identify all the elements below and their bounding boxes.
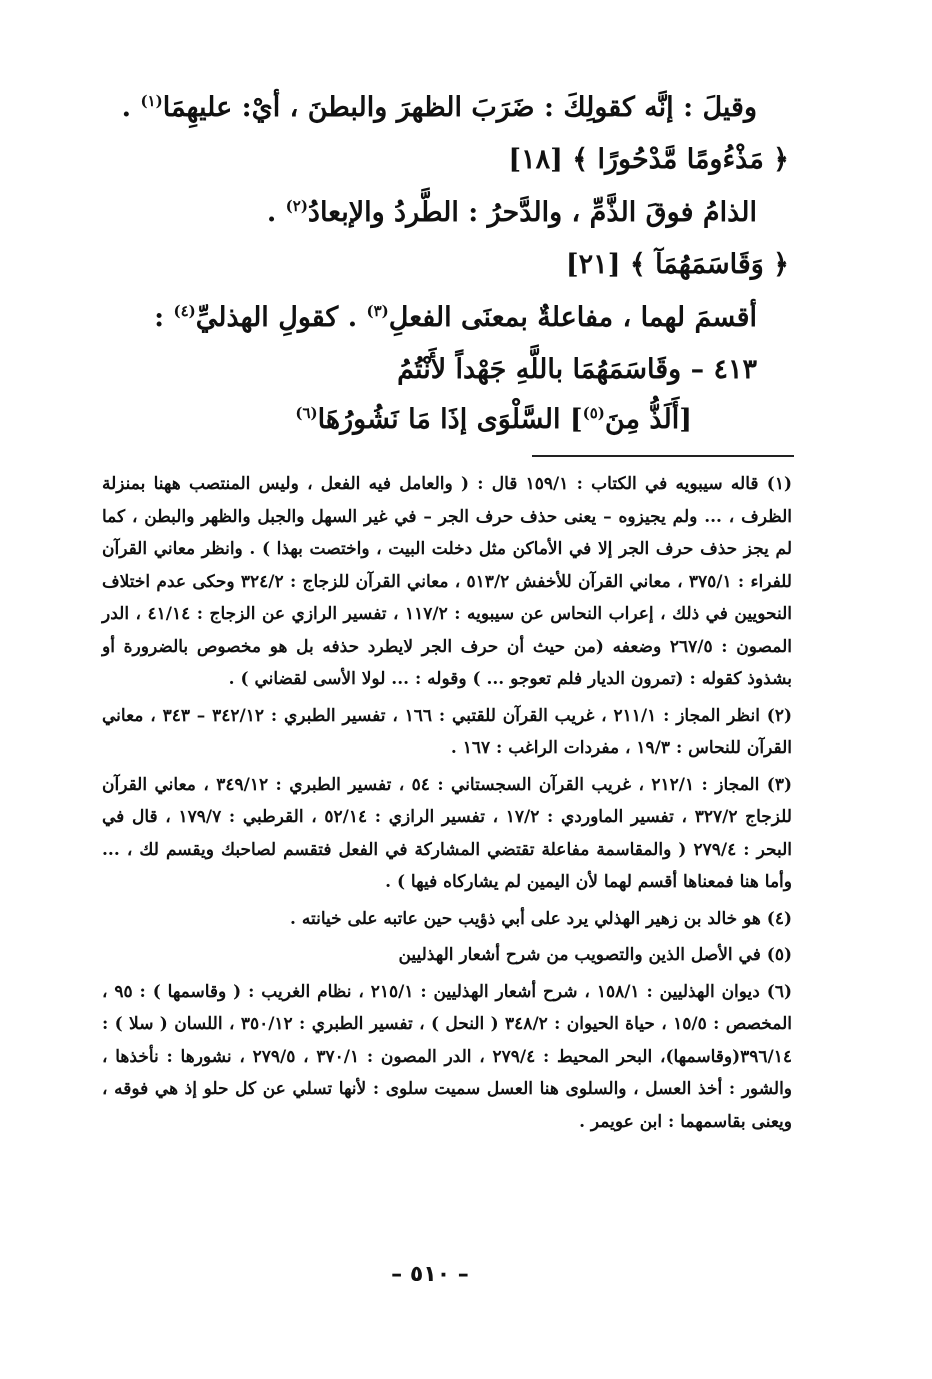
footnote-ref-2: (٢) (285, 196, 308, 215)
footnotes (102, 468, 792, 1142)
footnote-number: (١) (766, 474, 792, 494)
poem-verse-line-1: ٤١٣ – وقَاسَمَهُمَا باللَّهِ جَهْداً لأَنْتُمُ (397, 353, 757, 385)
footnote-4 (102, 903, 792, 936)
footnote-ref-5: (٥) (582, 404, 605, 423)
footnote-number: (٥) (766, 945, 792, 965)
main-line-1 (117, 92, 757, 124)
main-line-2 (117, 197, 757, 229)
footnote-number: (٢) (766, 705, 792, 726)
footnote-ref-6: (٦) (295, 404, 318, 423)
footnote-divider (532, 455, 794, 457)
main-line-3 (117, 302, 757, 334)
footnote-text: انظر المجاز : ٢١١/١ ، غريب القرآن للقتبي : ١٦٦ ، تفسير الطبري : ٣٤٢/١٢ – ٣٤٣ ، معاني القرآن للنحاس : ١٩/٣ ، مفردات الراغب : ١٦٧ . (102, 705, 792, 758)
footnote-1 (102, 468, 792, 696)
poem-line-2-text-b: ] السَّلْوَى إذَا مَا نَشُورُهَا (317, 404, 583, 436)
footnote-text: المجاز : ٢١٢/١ ، غريب القرآن السجستاني : ٥٤ ، تفسير الطبري : ٣٤٩/١٢ ، معاني القرآن للزجاج ٣٢٧/٢ ، تفسير الماوردي : ١٧/٢ ، تفسير الرازي : ٥٢/١٤ ، القرطبي : ١٧٩/٧ ، قال في البحر : ٢٧٩/٤ ( والمقاسمة مفاعلة تقتضي المشاركة في الفعل فتقسم لصاحبك ويقسم لك ، ... وأما هنا فمعناها أقسم لهما لأن اليمين لم يشاركاه فيها ) . (102, 774, 792, 892)
footnote-number: (٤) (766, 908, 792, 929)
footnote-ref-4: (٤) (173, 301, 196, 320)
poem-line-2-text-a: [أَلَذُّ مِنَ (604, 404, 692, 436)
main-line-2-end: . (266, 196, 286, 228)
footnote-6 (102, 976, 792, 1139)
footnote-ref-3: (٣) (366, 301, 389, 320)
main-line-1-text: وقيلَ : إنَّه كقولِكَ : ضَرَبَ الظهرَ والبطنَ ، أيْ: عليهِمَا (162, 92, 757, 123)
footnote-text: هو خالد بن زهير الهذلي يرد على أبي ذؤيب حين عاتبه على خيانته . (290, 908, 761, 929)
quran-verse-2: ﴿ وَقَاسَمَهُمَآ ﴾ [٢١] (565, 249, 789, 281)
main-line-3-text-b: . كقولِ الهذليِّ (195, 301, 367, 333)
footnote-3 (102, 769, 792, 899)
footnote-ref-1: (١) (140, 92, 163, 110)
footnote-text: في الأصل الذين والتصويب من شرح أشعار الهذليين (398, 945, 761, 965)
main-line-2-text: الذامُ فوقَ الذَّمِّ ، والدَّحرُ : الطَّردُ والإبعادُ (307, 196, 757, 228)
main-text (117, 92, 789, 455)
footnote-5 (102, 939, 792, 972)
main-line-3-text-a: أقسمَ لهما ، مفاعلةٌ بمعنَى الفعلِ (388, 301, 757, 333)
main-line-3-end: : (154, 301, 174, 333)
quran-verse-1: ﴿ مَذْءُومًا مَّدْحُورًا ﴾ [١٨] (508, 144, 789, 176)
footnote-number: (٦) (766, 981, 792, 1002)
footnote-text: ديوان الهذليين : ١٥٨/١ ، شرح أشعار الهذليين : ٢١٥/١ ، نظام الغريب : ( وقاسمها ) : ٩٥ ، المخصص : ١٥/٥ ، حياة الحيوان : ٣٤٨/٢ ( النحل ) ، تفسير الطبري : ٣٥٠/١٢ ، اللسان ( سلا ) : ٣٩٦/١٤(وقاسمها)، البحر المحيط : ٢٧٩/٤ ، الدر المصون : ٣٧٠/١ ، ٢٧٩/٥ ، نشورها : نأخذها ، والشور : أخذ العسل ، والسلوى هنا العسل سميت سلوى : لأنها تسلي عن كل حلو إذ هي فوقه ، ويعنى بقاسمهما : ابن عويمر . (102, 981, 793, 1132)
footnote-text: قاله سيبويه في الكتاب : ١٥٩/١ قال : ( والعامل فيه الفعل ، وليس المنتصب ههنا بمنزلة الظرف ، ... ولم يجيزوه – يعنى حذف حرف الجر – في غير السهل والجبل والظهر والبطن ، كما لم يجز حذف حرف الجر إلا في الأماكن مثل دخلت البيت ، واختصت بهذا ) . وانظر معاني القرآن للفراء : ٣٧٥/١ ، معاني القرآن للأخفش ٥١٣/٢ ، معاني القرآن للزجاج : ٣٢٤/٢ وحكى عدم اختلاف النحويين في ذلك ، إعراب النحاس عن سيبويه : ١١٧/٢ ، تفسير الرازي عن الزجاج : ٤١/١٤ ، الدر المصون : ٢٦٧/٥ وضعفه (من حيث أن حرف الجر لايطرد حذفه بل هو مخصوص بالضرورة أو بشذوذ كقوله : (تمرون الديار فلم تعوجو ... ) وقوله : ... لولا الأسى لقضاني ) . (102, 474, 793, 689)
footnote-2 (102, 700, 792, 765)
page-number: – ٥١٠ – (391, 1262, 469, 1287)
main-line-1-end: . (121, 92, 141, 123)
footnote-number: (٣) (766, 774, 792, 795)
poem-verse-line-2 (117, 404, 692, 436)
